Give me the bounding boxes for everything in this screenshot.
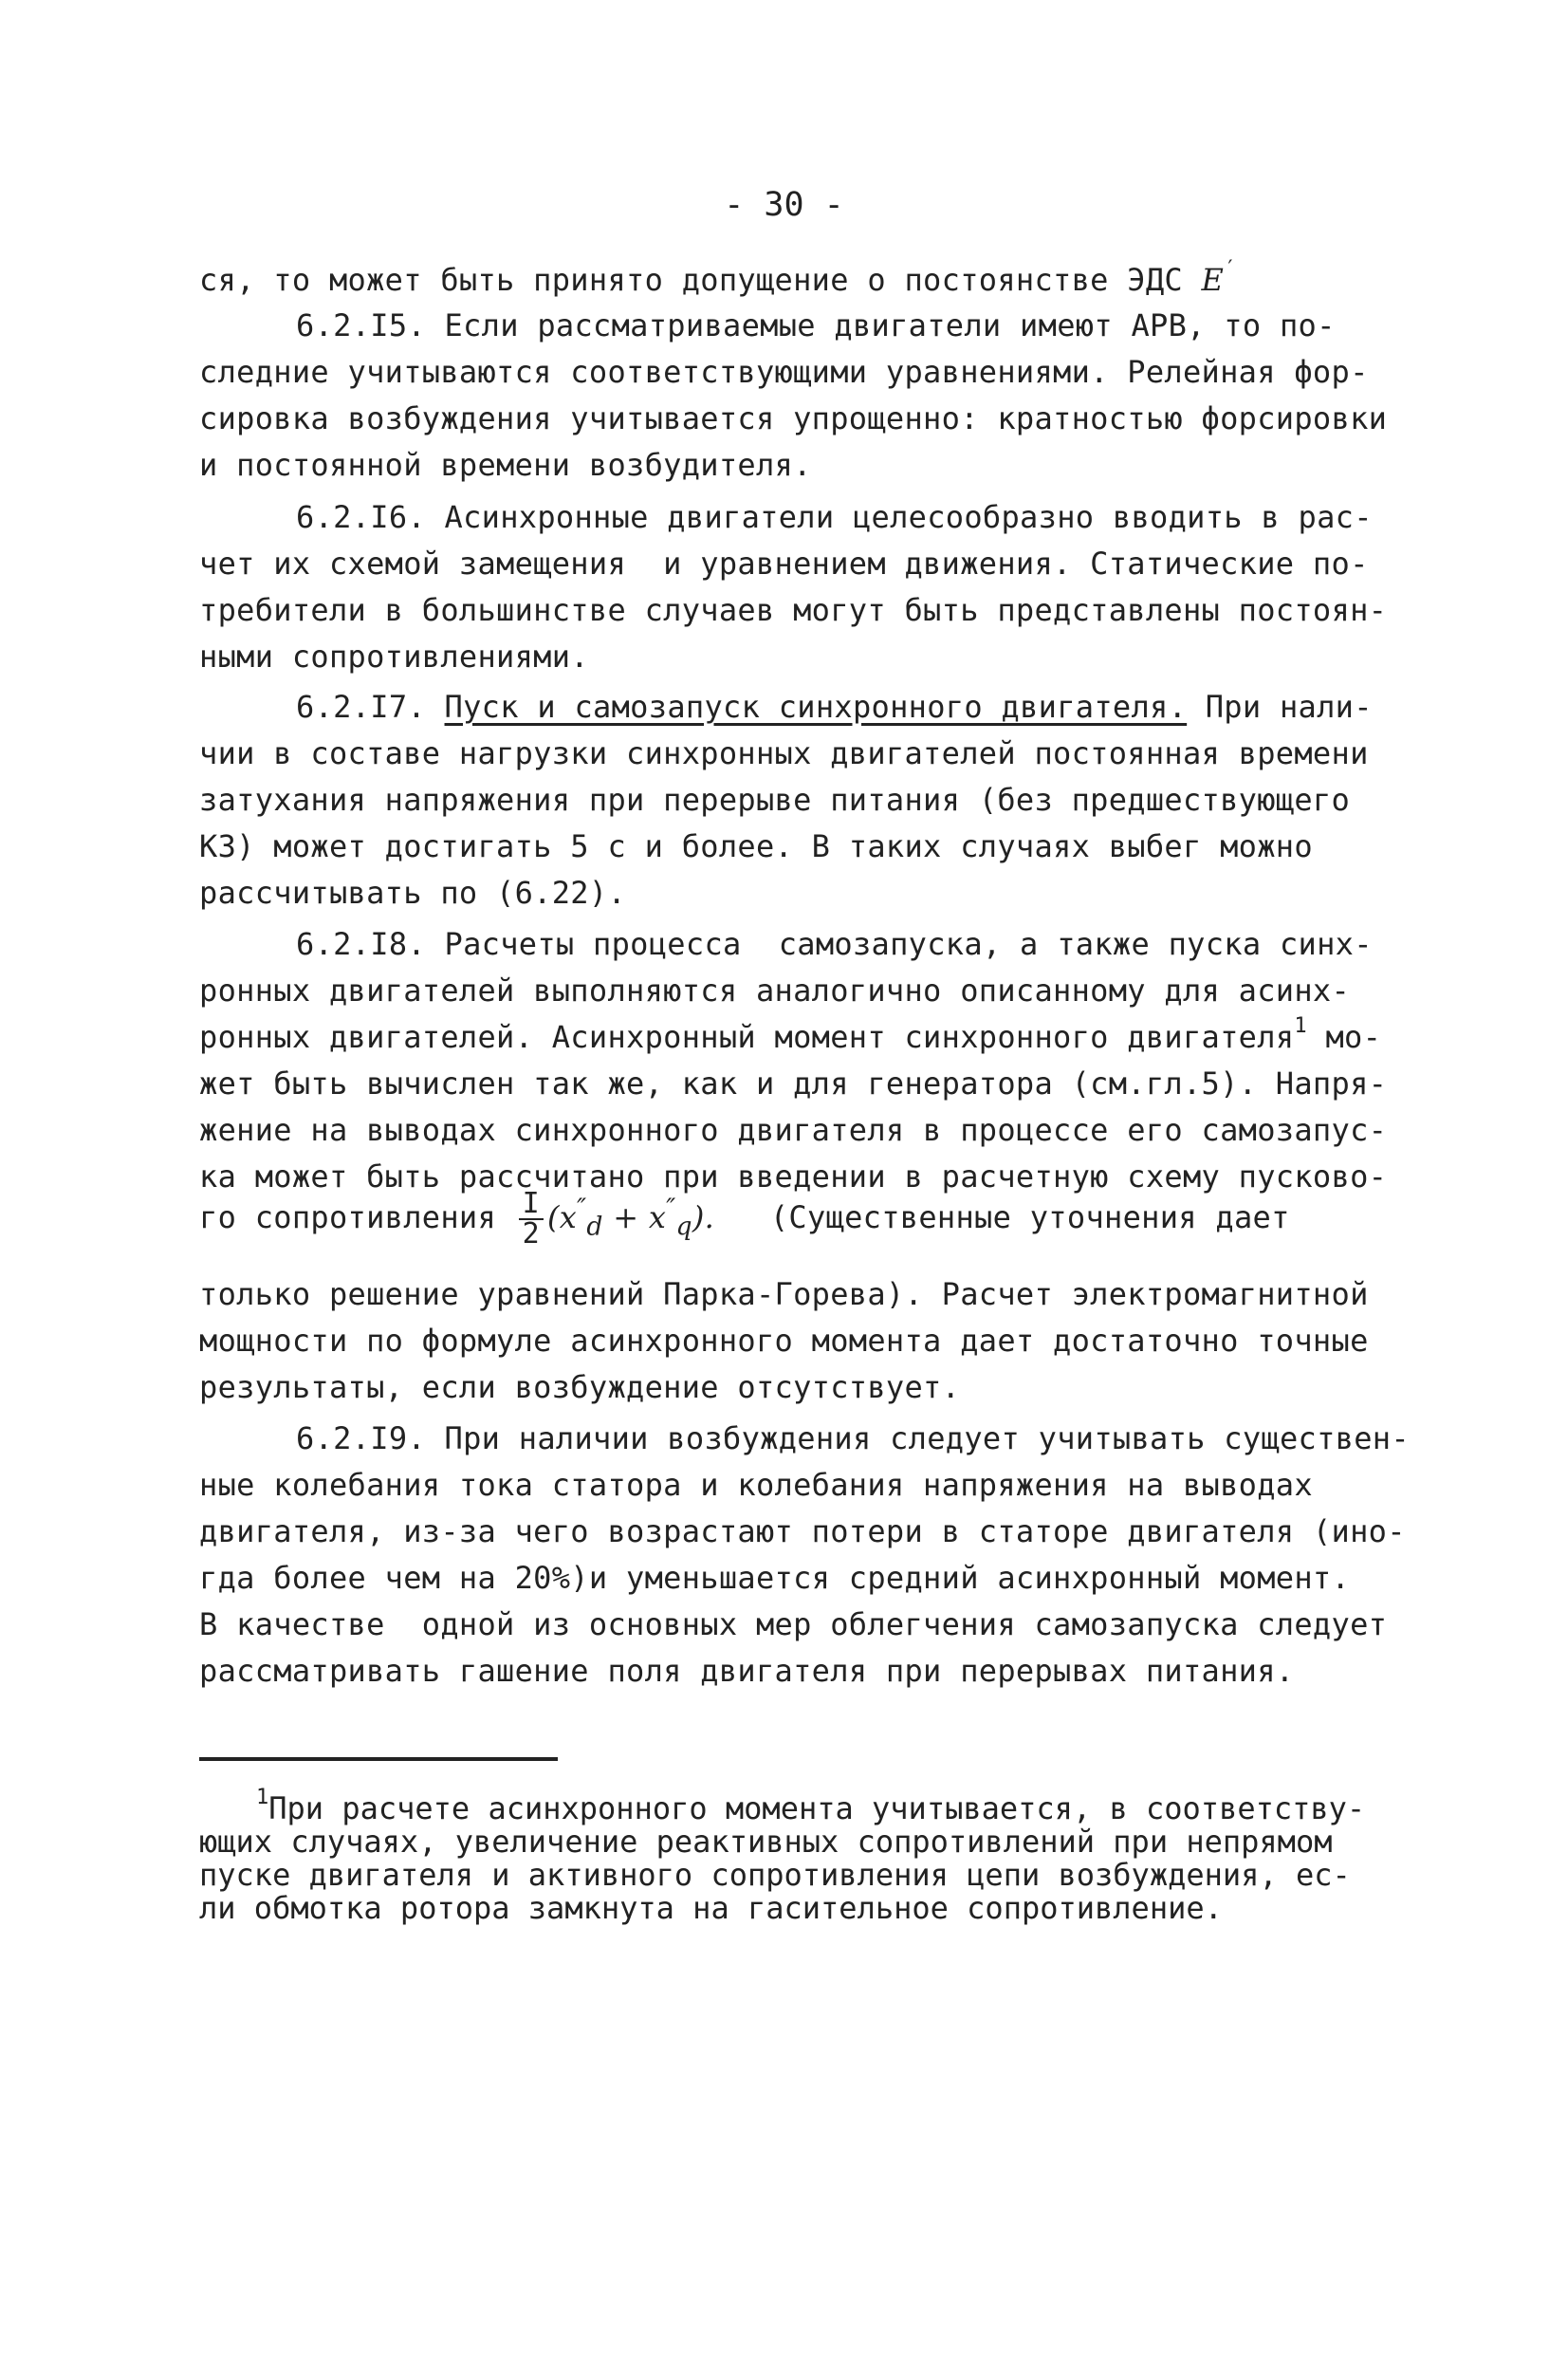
text-line: ка может быть рассчитано при введении в расчетную схему пусково- [199,1158,1388,1195]
text-line: 6.2.I9. При наличии возбуждения следует учитывать существен- [296,1420,1410,1456]
footnote-line: $^1$При расчете асинхронного момента учитывается, в соответству- [256,1786,1366,1826]
footnote-divider [199,1757,558,1761]
text-line: 6.2.I7. Пуск и самозапуск синхронного двигателя. При нали- [296,689,1373,725]
text-line: жет быть вычислен так же, как и для генератора (см.гл.5). Напря- [199,1065,1388,1102]
text-line: и постоянной времени возбудителя. [199,447,812,483]
text-line: рассчитывать по (6.22). [199,875,627,911]
fraction: $\frac{I}{2}$ [519,1190,544,1249]
text-line: рассматривать гашение поля двигателя при перерывах питания. [199,1653,1295,1689]
page-number: - 30 - [724,186,844,224]
emf-symbol: E [1201,262,1225,298]
text-line: только решение уравнений Парка-Горева). Расчет электромагнитной [199,1276,1369,1312]
text-line: сировка возбуждения учитывается упрощенно: кратностью форсировки [199,400,1388,436]
text-line: чии в составе нагрузки синхронных двигателей постоянная времени [199,735,1369,771]
text-line: результаты, если возбуждение отсутствует. [199,1369,961,1405]
text-line: КЗ) может достигать 5 с и более. В таких случаях выбег можно [199,828,1313,864]
text-line: 6.2.I8. Расчеты процесса самозапуска, а также пуска синх- [296,926,1373,962]
footnote-line: пуске двигателя и активного сопротивления цепи возбуждения, ес- [199,1857,1351,1893]
text-line: требители в большинстве случаев могут быть представлены постоян- [199,592,1388,628]
text-line: 6.2.I6. Асинхронные двигатели целесообразно вводить в рас- [296,499,1373,535]
text-line: ся, то может быть принято допущение о постоянстве ЭДС E′ [199,257,1237,298]
formula: $(x''_d + x''_q)$. [547,1194,715,1242]
text-line: мощности по формуле асинхронного момента дает достаточно точные [199,1323,1369,1359]
text-line: жение на выводах синхронного двигателя в процессе его самозапус- [199,1112,1388,1148]
footnote-line: ющих случаях, увеличение реактивных сопротивлений при непрямом [199,1824,1333,1860]
text-line: затухания напряжения при перерыве питания (без предшествующего [199,782,1351,818]
text-line: го сопротивления $\frac{I}{2}$ $(x''_d + x''_q)$. (Существенные уточнения дает [199,1187,1290,1251]
section-heading: Пуск и самозапуск синхронного двигателя. [444,689,1188,725]
text-line: гда более чем на 20%)и уменьшается средний асинхронный момент. [199,1560,1351,1596]
footnote-line: ли обмотка ротора замкнута на гасительное сопротивление. [199,1890,1223,1926]
text-line: двигателя, из-за чего возрастают потери в статоре двигателя (ино- [199,1513,1406,1549]
footnote-ref: 1 [1294,1014,1307,1038]
text-line: ронных двигателей выполняются аналогично описанному для асинх- [199,973,1351,1009]
text-line: чет их схемой замещения и уравнением движения. Статические по- [199,546,1369,582]
text-line: 6.2.I5. Если рассматриваемые двигатели имеют АРВ, то по- [296,307,1336,343]
text-line: ными сопротивлениями. [199,639,589,675]
footnote-mark: 1 [256,1786,269,1809]
text-line: В качестве одной из основных мер облегчения самозапуска следует [199,1606,1388,1642]
text-line: ронных двигателей. Асинхронный момент синхронного двигателя$^1$ мо- [199,1014,1382,1055]
text-line: следние учитываются соответствующими уравнениями. Релейная фор- [199,354,1369,390]
text-line: ные колебания тока статора и колебания напряжения на выводах [199,1467,1313,1503]
